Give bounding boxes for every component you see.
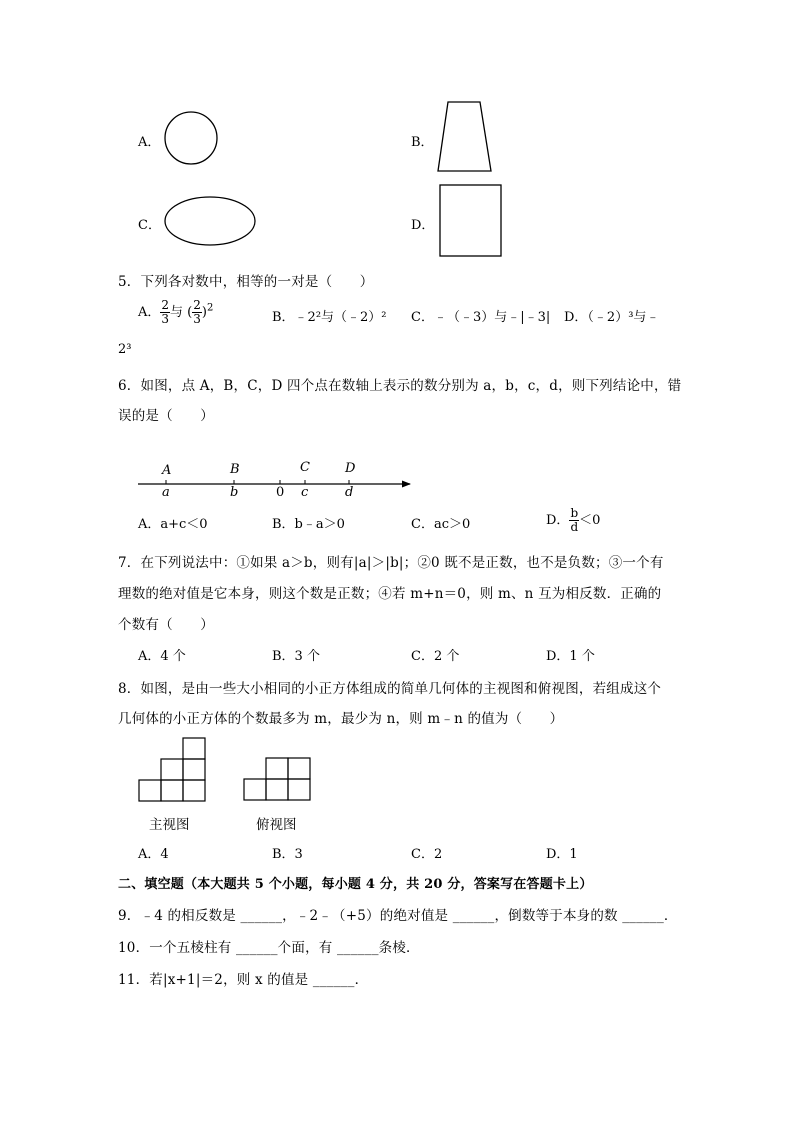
point-label-d-upper: D — [345, 461, 356, 476]
q5-option-a — [138, 299, 213, 326]
q7-option-a: A．4 个 — [138, 649, 186, 664]
q5-a-label: A． — [138, 305, 161, 320]
q6-option-a: A．a+c＜0 — [138, 517, 208, 532]
q8-option-c: C．2 — [411, 847, 443, 862]
q8-option-b: B．3 — [272, 847, 303, 862]
fraction — [569, 507, 579, 534]
top-view-label: 俯视图 — [256, 817, 297, 833]
rectangle-shape — [439, 184, 503, 258]
q5-option-d: D．（﹣2）³与﹣ — [564, 310, 660, 325]
q4-option-d-label: D． — [411, 218, 435, 233]
section-2-title: 二、填空题（本大题共 5 个小题，每小题 4 分，共 20 分，答案写在答题卡上） — [118, 877, 593, 892]
q8-line1: 8．如图，是由一些大小相同的小正方体组成的简单几何体的主视图和俯视图，若组成这个 — [118, 681, 662, 697]
q5-a-mid: 与 ( — [170, 305, 193, 320]
q4-option-b-label: B． — [411, 135, 434, 150]
q7-option-b: B．3 个 — [272, 649, 320, 664]
q6-stem-line2: 误的是（ ） — [118, 408, 214, 424]
point-label-d-lower: d — [345, 485, 354, 500]
q5-stem: 5．下列各对数中，相等的一对是（ ） — [118, 274, 374, 290]
q6-d-tail: ＜0 — [579, 513, 601, 528]
fraction — [160, 299, 170, 326]
point-label-b-lower: b — [230, 485, 239, 500]
trapezoid-shape — [436, 101, 494, 173]
q7-line1: 7．在下列说法中：①如果 a＞b，则有|a|＞|b|；②0 既不是正数，也不是负数；③一个有 — [118, 555, 664, 571]
q9: 9．﹣4 的相反数是 ______，﹣2﹣（+5）的绝对值是 ______，倒数等于本身的数 ______． — [118, 908, 678, 924]
q6-d-label: D． — [546, 513, 570, 528]
q5-a-tail: ) — [201, 305, 207, 320]
point-label-a-upper: A — [162, 463, 172, 478]
point-label-c-upper: C — [300, 460, 310, 475]
exponent: 2 — [206, 302, 214, 314]
q6-stem-line1: 6．如图，点 A，B，C，D 四个点在数轴上表示的数分别为 a，b，c，d，则下列结论中，错 — [118, 378, 682, 394]
q6-option-c: C．ac＞0 — [411, 517, 471, 532]
front-view-diagram — [138, 736, 208, 804]
q7-option-c: C．2 个 — [411, 649, 460, 664]
denominator: 3 — [193, 312, 201, 326]
q6-option-d — [546, 507, 600, 534]
q8-line2: 几何体的小正方体的个数最多为 m，最少为 n，则 m﹣n 的值为（ ） — [118, 711, 564, 727]
q5-option-b: B．﹣2²与（﹣2）² — [272, 310, 387, 325]
q7-line3: 个数有（ ） — [118, 617, 214, 633]
numerator: b — [570, 506, 579, 520]
fraction — [192, 299, 202, 326]
origin-label: 0 — [276, 485, 285, 500]
q8-option-a: A．4 — [138, 847, 169, 862]
numerator: 2 — [161, 298, 170, 312]
numerator: 2 — [193, 298, 201, 312]
q7-line2: 理数的绝对值是它本身，则这个数是正数；④若 m+n＝0，则 m、n 互为相反数．正确的 — [118, 586, 662, 602]
denominator: 3 — [161, 312, 170, 326]
q8-option-d: D．1 — [546, 847, 578, 862]
q5-option-d-continued: 2³ — [118, 342, 132, 357]
q5-option-c: C．﹣（﹣3）与﹣|﹣3| — [411, 310, 551, 325]
q4-option-a-label: A． — [138, 135, 161, 150]
top-view-diagram — [243, 755, 313, 803]
circle-shape — [164, 111, 220, 167]
q4-option-c-label: C． — [138, 218, 161, 233]
front-view-label: 主视图 — [149, 817, 190, 833]
q11: 11．若|x+1|＝2，则 x 的值是 ______． — [118, 972, 369, 988]
point-label-a-lower: a — [162, 485, 170, 500]
ellipse-shape — [164, 195, 258, 247]
q6-option-b: B．b﹣a＞0 — [272, 517, 345, 532]
q7-option-d: D．1 个 — [546, 649, 595, 664]
point-label-c-lower: c — [301, 485, 309, 500]
q10: 10．一个五棱柱有 ______个面，有 ______条棱． — [118, 940, 420, 956]
point-label-b-upper: B — [230, 462, 240, 477]
denominator: d — [570, 520, 579, 534]
